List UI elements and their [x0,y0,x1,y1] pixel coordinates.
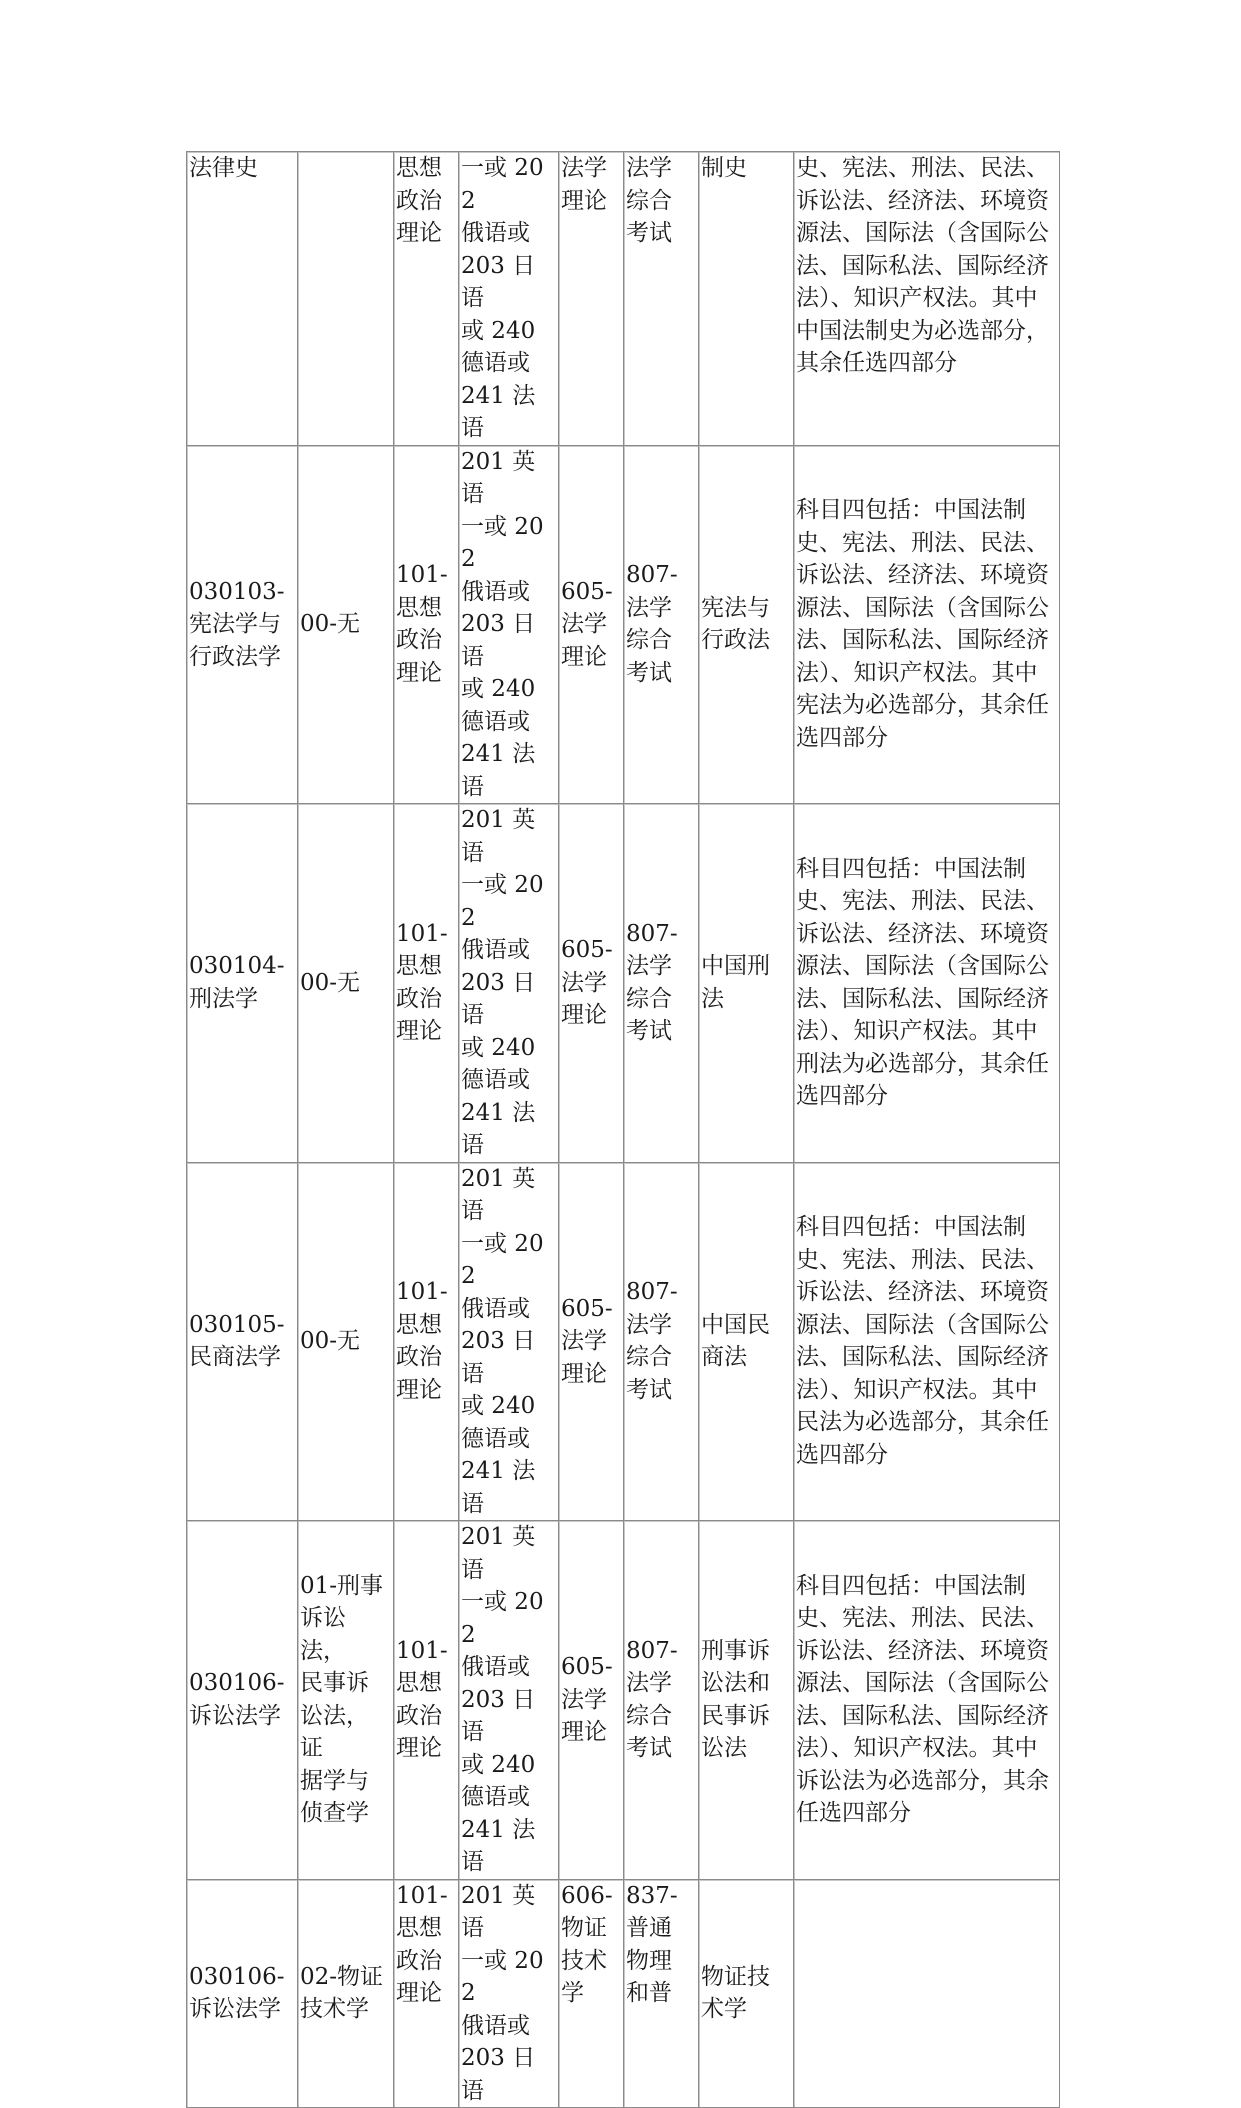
retest-cell: 制史 [699,152,794,446]
foreign-language-cell: 201 英语 一或 202 俄语或 203 日语 或 240 德语或 241 法语 [459,1521,559,1880]
subject3-cell: 605- 法学 理论 [559,1521,624,1880]
notes-cell [794,1880,1060,2108]
subject4-cell: 807- 法学 综合 考试 [624,1521,699,1880]
politics-cell: 101- 思想 政治 理论 [394,1163,459,1522]
subject3-cell: 605- 法学 理论 [559,1163,624,1522]
retest-cell: 宪法与 行政法 [699,446,794,805]
foreign-language-cell: 201 英语 一或 202 俄语或 203 日语 [459,1880,559,2108]
notes-cell: 科目四包括：中国法制史、宪法、刑法、民法、诉讼法、经济法、环境资源法、国际法（含国际公法、国际私法、国际经济法）、知识产权法。其中民法为必选部分，其余任选四部分 [794,1163,1060,1522]
table-row [187,1880,1060,2108]
direction-cell: 02-物证 技术学 [298,1880,394,2108]
direction-cell: 00-无 [298,804,394,1163]
retest-cell: 中国民 商法 [699,1163,794,1522]
subject3-cell: 605- 法学 理论 [559,446,624,805]
politics-cell: 101- 思想 政治 理论 [394,804,459,1163]
subject4-cell: 807- 法学 综合 考试 [624,1163,699,1522]
table-row [187,446,1060,805]
subject4-cell: 807- 法学 综合 考试 [624,446,699,805]
notes-cell: 科目四包括：中国法制史、宪法、刑法、民法、诉讼法、经济法、环境资源法、国际法（含国际公法、国际私法、国际经济法）、知识产权法。其中刑法为必选部分，其余任选四部分 [794,804,1060,1163]
admissions-table [186,151,1060,2108]
major-cell: 030106- 诉讼法学 [187,1880,298,2108]
major-cell: 030104- 刑法学 [187,804,298,1163]
foreign-language-cell: 201 英语 一或 202 俄语或 203 日语 或 240 德语或 241 法语 [459,804,559,1163]
major-cell: 030103- 宪法学与 行政法学 [187,446,298,805]
major-cell: 030106- 诉讼法学 [187,1521,298,1880]
retest-cell: 中国刑 法 [699,804,794,1163]
direction-cell: 01-刑事 诉讼法， 民事诉 讼法，证 据学与 侦查学 [298,1521,394,1880]
notes-cell: 科目四包括：中国法制史、宪法、刑法、民法、诉讼法、经济法、环境资源法、国际法（含国际公法、国际私法、国际经济法）、知识产权法。其中宪法为必选部分，其余任选四部分 [794,446,1060,805]
retest-cell: 刑事诉 讼法和 民事诉 讼法 [699,1521,794,1880]
table-row [187,1163,1060,1522]
subject4-cell: 法学 综合 考试 [624,152,699,446]
politics-cell: 101- 思想 政治 理论 [394,1521,459,1880]
notes-cell: 史、宪法、刑法、民法、诉讼法、经济法、环境资源法、国际法（含国际公法、国际私法、国际经济法）、知识产权法。其中中国法制史为必选部分，其余任选四部分 [794,152,1060,446]
politics-cell: 101- 思想 政治 理论 [394,446,459,805]
table-row [187,804,1060,1163]
major-cell: 法律史 [187,152,298,446]
direction-cell: 00-无 [298,446,394,805]
notes-cell: 科目四包括：中国法制史、宪法、刑法、民法、诉讼法、经济法、环境资源法、国际法（含国际公法、国际私法、国际经济法）、知识产权法。其中诉讼法为必选部分，其余任选四部分 [794,1521,1060,1880]
subject3-cell: 606- 物证 技术 学 [559,1880,624,2108]
politics-cell: 思想 政治 理论 [394,152,459,446]
table-row [187,152,1060,446]
retest-cell: 物证技 术学 [699,1880,794,2108]
subject3-cell: 法学 理论 [559,152,624,446]
major-cell: 030105- 民商法学 [187,1163,298,1522]
subject4-cell: 807- 法学 综合 考试 [624,804,699,1163]
foreign-language-cell: 201 英语 一或 202 俄语或 203 日语 或 240 德语或 241 法语 [459,446,559,805]
table-row [187,1521,1060,1880]
foreign-language-cell: 一或 202 俄语或 203 日语 或 240 德语或 241 法语 [459,152,559,446]
politics-cell: 101- 思想 政治 理论 [394,1880,459,2108]
subject4-cell: 837- 普通 物理 和普 [624,1880,699,2108]
direction-cell [298,152,394,446]
direction-cell: 00-无 [298,1163,394,1522]
foreign-language-cell: 201 英语 一或 202 俄语或 203 日语 或 240 德语或 241 法语 [459,1163,559,1522]
subject3-cell: 605- 法学 理论 [559,804,624,1163]
